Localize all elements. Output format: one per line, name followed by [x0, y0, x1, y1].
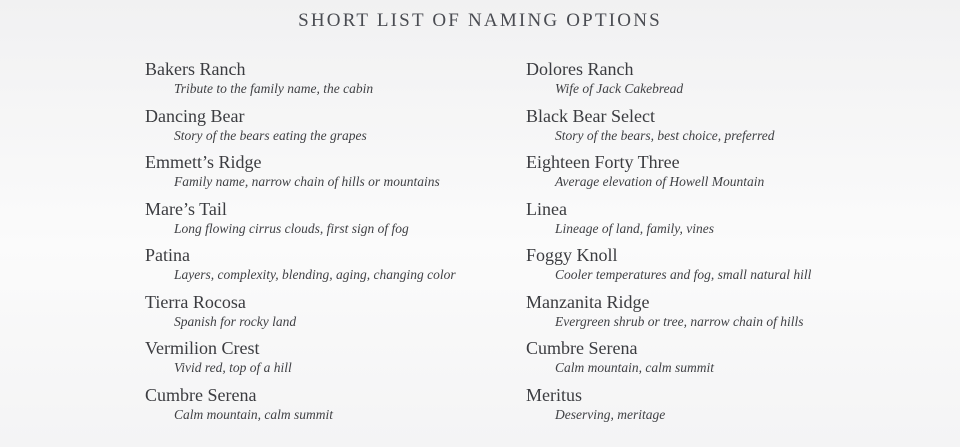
list-item [145, 291, 456, 338]
list-item [145, 105, 456, 152]
option-description: Lineage of land, family, vines [555, 220, 714, 236]
option-description: Story of the bears eating the grapes [174, 127, 367, 143]
list-item [526, 244, 811, 291]
list-item [145, 337, 456, 384]
option-description: Cooler temperatures and fog, small natural hill [555, 267, 812, 282]
option-name: Dancing Bear [145, 105, 245, 126]
option-name: Black Bear Select [526, 105, 655, 126]
list-item [145, 244, 456, 291]
option-description: Tribute to the family name, the cabin [174, 81, 374, 96]
right-options-column [526, 58, 811, 430]
option-description: Calm mountain, calm summit [174, 406, 334, 422]
option-description: Wife of Jack Cakebread [555, 81, 684, 96]
option-name: Eighteen Forty Three [526, 152, 680, 172]
option-name: Manzanita Ridge [526, 291, 650, 312]
list-item [526, 198, 811, 245]
option-name: Cumbre Serena [145, 384, 257, 405]
option-description: Calm mountain, calm summit [555, 360, 715, 375]
list-item [145, 151, 456, 198]
option-description: Spanish for rocky land [174, 313, 297, 329]
option-name: Meritus [526, 384, 582, 405]
list-item [526, 105, 811, 152]
list-item [145, 384, 456, 431]
option-name: Foggy Knoll [526, 245, 618, 265]
option-description: Long flowing cirrus clouds, first sign of fog [174, 220, 409, 236]
list-item [526, 58, 811, 105]
option-name: Linea [526, 198, 567, 219]
list-item [145, 58, 456, 105]
option-name: Cumbre Serena [526, 338, 638, 358]
option-description: Deserving, meritage [555, 406, 666, 422]
page-title: SHORT LIST OF NAMING OPTIONS [298, 10, 662, 31]
list-item [526, 151, 811, 198]
list-item [526, 337, 811, 384]
option-description: Story of the bears, best choice, preferred [555, 127, 775, 143]
option-name: Patina [145, 245, 190, 265]
option-name: Tierra Rocosa [145, 291, 246, 312]
list-item [526, 384, 811, 431]
option-name: Vermilion Crest [145, 338, 260, 358]
option-description: Layers, complexity, blending, aging, changing color [174, 267, 456, 282]
list-item [526, 291, 811, 338]
list-item [145, 198, 456, 245]
option-name: Mare’s Tail [145, 198, 227, 219]
option-description: Family name, narrow chain of hills or mountains [174, 174, 440, 189]
option-description: Average elevation of Howell Mountain [555, 174, 765, 189]
option-description: Evergreen shrub or tree, narrow chain of hills [555, 313, 804, 329]
option-name: Emmett’s Ridge [145, 152, 262, 172]
left-options-column [145, 58, 456, 430]
option-description: Vivid red, top of a hill [174, 360, 292, 375]
option-name: Bakers Ranch [145, 59, 246, 79]
option-name: Dolores Ranch [526, 59, 634, 79]
